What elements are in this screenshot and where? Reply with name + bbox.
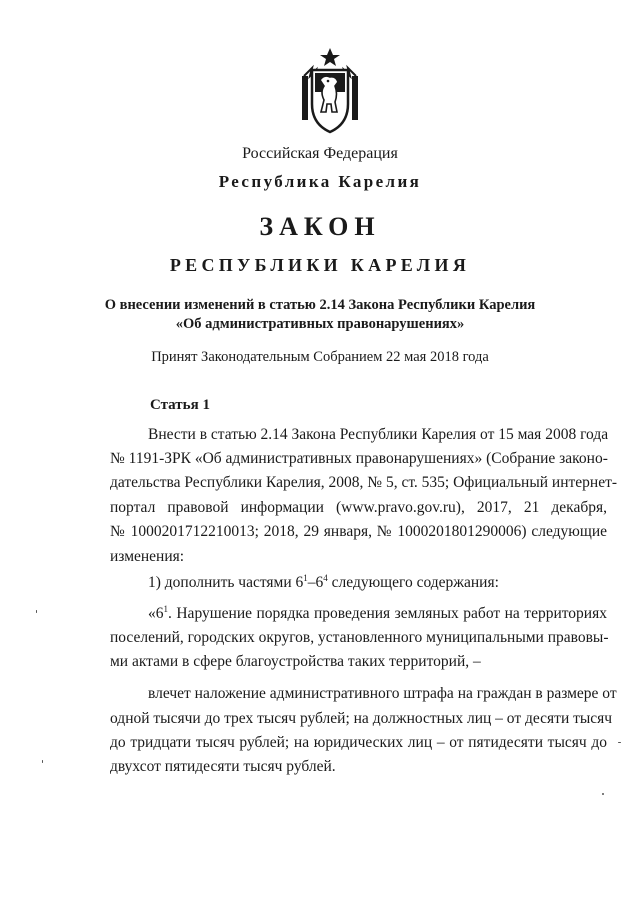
article-text-line: № 1000201712210013; 2018, 29 января, № 1000201801290006) следующие bbox=[110, 523, 607, 540]
document-type: ЗАКОН bbox=[259, 212, 381, 241]
amendment-item-1: 1) дополнить частями $6^1-6^4$ следующего содержания: bbox=[148, 572, 499, 591]
penalty-line: до тридцати тысяч рублей; на юридических лиц – от пятидесяти тысяч до bbox=[110, 734, 607, 751]
republic-name: Республика Карелия bbox=[218, 172, 422, 191]
article-text-line: портал правовой информации (www.pravo.gov.ru), 2017, 21 декабря, bbox=[110, 499, 607, 516]
article-text-line: № 1191-ЗРК «Об административных правонарушениях» (Собрание законо- bbox=[110, 450, 608, 467]
law-title-line-1: О внесении изменений в статью 2.14 Закона Республики Карелия bbox=[104, 297, 536, 313]
scan-speck bbox=[42, 760, 43, 763]
scan-speck bbox=[602, 793, 604, 795]
karelia-coat-of-arms bbox=[298, 46, 362, 136]
new-part-line: ми актами в сфере благоустройства таких территорий, – bbox=[110, 653, 481, 670]
country-name: Российская Федерация bbox=[242, 145, 398, 162]
new-part-line: поселений, городских округов, установленного муниципальными правовы- bbox=[110, 629, 609, 646]
article-text-line: Внести в статью 2.14 Закона Республики Карелия от 15 мая 2008 года bbox=[148, 426, 609, 443]
penalty-line: двухсот пятидесяти тысяч рублей. bbox=[110, 758, 336, 775]
law-title-line-2: «Об административных правонарушениях» bbox=[175, 316, 465, 332]
new-part-line: «$6^1$. Нарушение порядка проведения земляных работ на территориях bbox=[148, 603, 607, 622]
document-issuer: РЕСПУБЛИКИ КАРЕЛИЯ bbox=[169, 255, 471, 275]
adoption-note: Принят Законодательным Собранием 22 мая 2018 года bbox=[151, 349, 489, 365]
article-text-line: дательства Республики Карелия, 2008, № 5, ст. 535; Официальный интернет- bbox=[110, 474, 618, 491]
scan-speck bbox=[36, 610, 37, 613]
article-text-line: изменения: bbox=[110, 548, 185, 565]
scan-speck bbox=[618, 742, 621, 743]
penalty-line: влечет наложение административного штрафа на граждан в размере от bbox=[148, 685, 617, 702]
article-heading: Статья 1 bbox=[150, 397, 210, 413]
penalty-line: одной тысячи до трех тысяч рублей; на должностных лиц – от десяти тысяч bbox=[110, 710, 613, 727]
